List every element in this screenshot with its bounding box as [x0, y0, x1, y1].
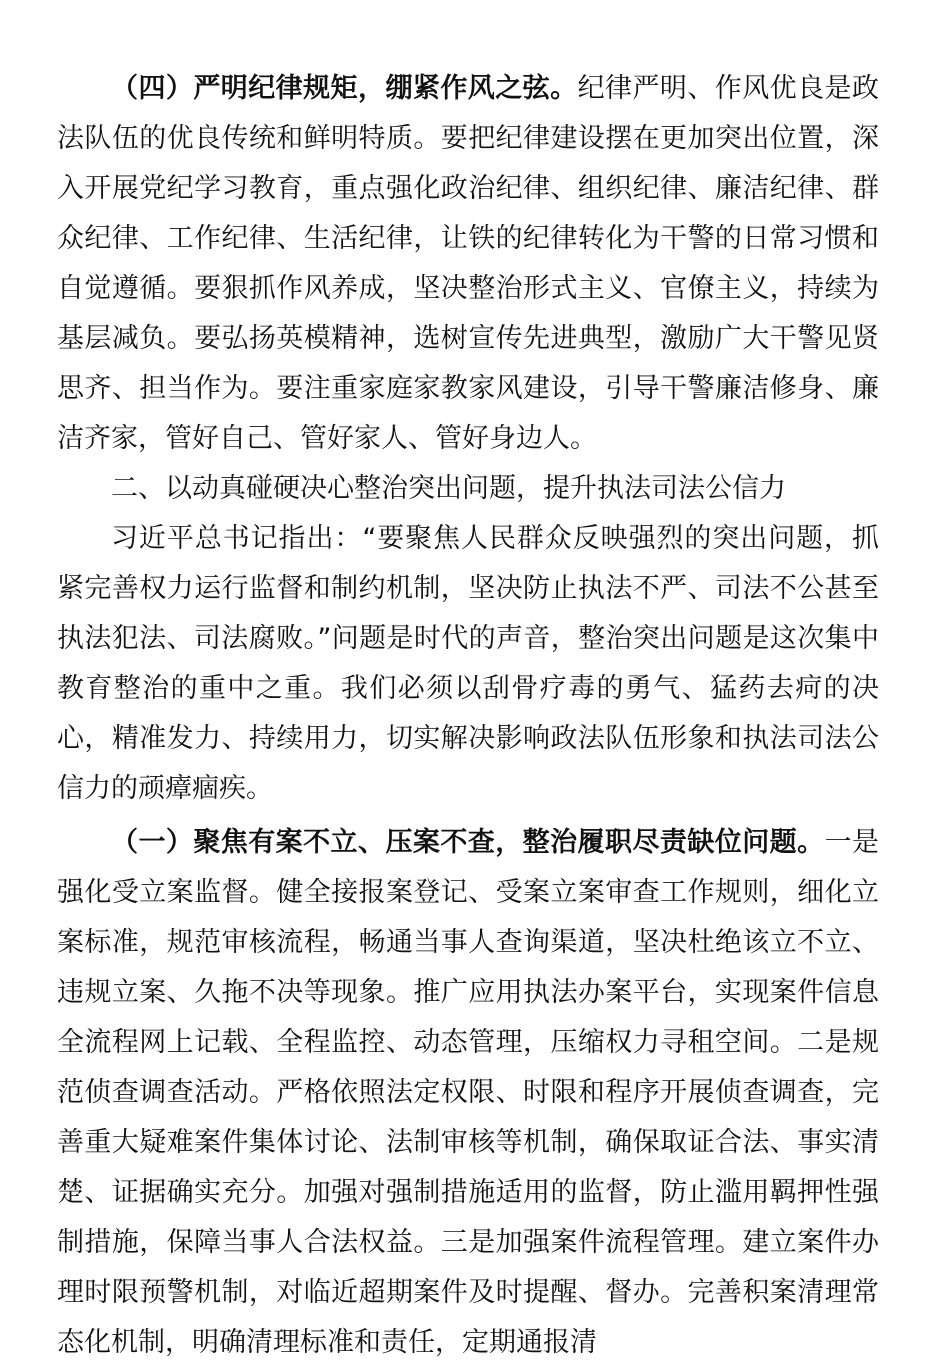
- section-4-heading: （四）严明纪律规矩，绷紧作风之弦。: [111, 73, 578, 104]
- section-1-heading: （一）聚焦有案不立、压案不查，整治履职尽责缺位问题。: [111, 827, 825, 858]
- paragraph-section-1: [57, 818, 879, 1368]
- section-1-body: 一是强化受立案监督。健全接报案登记、受案立案审查工作规则，细化立案标准，规范审核流程，畅通当事人查询渠道，坚决杜绝该立不立、违规立案、久拖不决等现象。推广应用执法办案平台，实现案件信息全流程网上记载、全程监控、动态管理，压缩权力寻租空间。二是规范侦查调查活动。严格依照法定权限、时限和程序开展侦查调查，完善重大疑难案件集体讨论、法制审核等机制，确保取证合法、事实清楚、证据确实充分。加强对强制措施适用的监督，防止滥用羁押性强制措施，保障当事人合法权益。三是加强案件流程管理。建立案件办理时限预警机制，对临近超期案件及时提醒、督办。完善积案清理常态化机制，明确清理标准和责任，定期通报清: [57, 827, 880, 1358]
- quote-paragraph: 习近平总书记指出：“要聚焦人民群众反映强烈的突出问题，抓紧完善权力运行监督和制约机制，坚决防止执法不严、司法不公甚至执法犯法、司法腐败。”问题是时代的声音，整治突出问题是这次集中教育整治的重中之重。我们必须以刮骨疗毒的勇气、猛药去疴的决心，精准发力、持续用力，切实解决影响政法队伍形象和执法司法公信力的顽瘴痼疾。: [57, 523, 879, 804]
- document-page: [57, 64, 879, 1368]
- paragraph-section-4: [57, 64, 879, 464]
- section-4-body: 纪律严明、作风优良是政法队伍的优良传统和鲜明特质。要把纪律建设摆在更加突出位置，深入开展党纪学习教育，重点强化政治纪律、组织纪律、廉洁纪律、群众纪律、工作纪律、生活纪律，让铁的纪律转化为干警的日常习惯和自觉遵循。要狠抓作风养成，坚决整治形式主义、官僚主义，持续为基层减负。要弘扬英模精神，选树宣传先进典型，激励广大干警见贤思齐、担当作为。要注重家庭家教家风建设，引导干警廉洁修身、廉洁齐家，管好自己、管好家人、管好身边人。: [57, 73, 880, 454]
- part-2-title: 二、以动真碰硬决心整治突出问题，提升执法司法公信力: [111, 473, 786, 504]
